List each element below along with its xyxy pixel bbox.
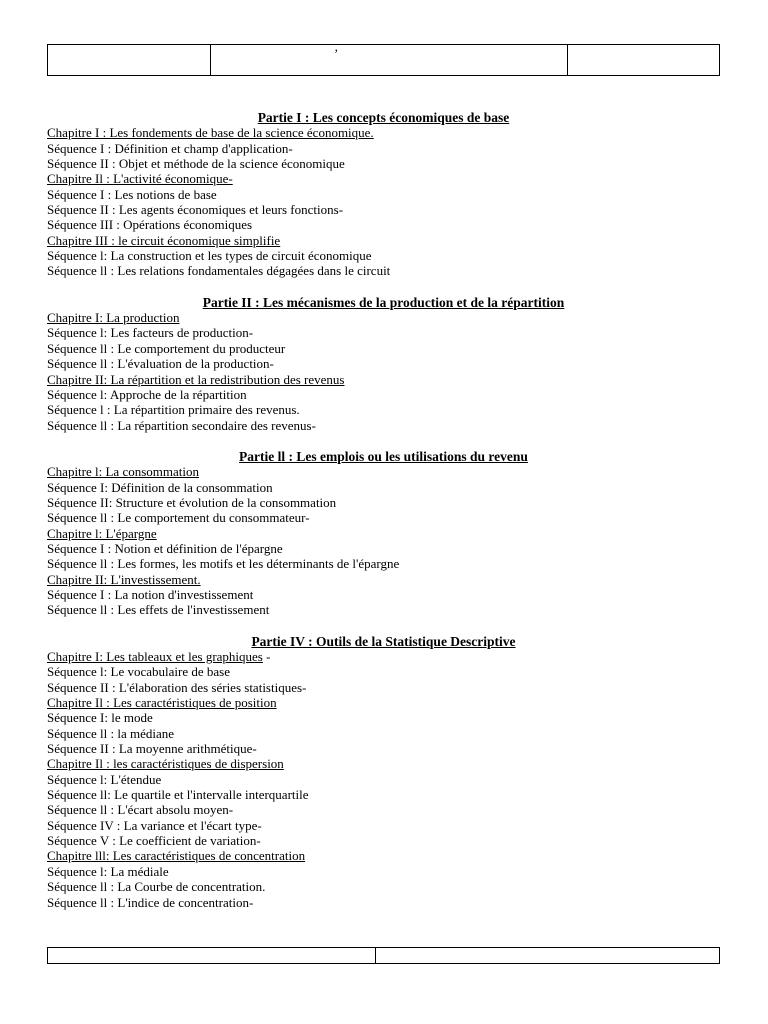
chapter-line	[47, 310, 720, 325]
sequence-line: Séquence II : Les agents économiques et leurs fonctions-	[47, 202, 344, 218]
chapter-line	[47, 848, 720, 863]
sequence-line: Séquence l: Les facteurs de production-	[47, 325, 254, 341]
footer-table	[47, 947, 720, 964]
part-section	[47, 449, 720, 618]
part-title: Partie IV : Outils de la Statistique Descriptive	[251, 633, 516, 649]
sequence-line: Séquence l : La répartition primaire des revenus.	[47, 402, 300, 418]
header-cell-right	[567, 45, 719, 75]
sequence-line: Séquence l: La médiale	[47, 863, 169, 879]
sequence-line: Séquence II : La moyenne arithmétique-	[47, 741, 257, 757]
sequence-line: Séquence I: Définition de la consommation	[47, 479, 273, 495]
sequence-line: Séquence V : Le coefficient de variation-	[47, 833, 261, 849]
part-section	[47, 634, 720, 910]
sequence-line: Séquence ll : Le comportement du consommateur-	[47, 510, 310, 526]
part-title: Partie II : Les mécanismes de la production et de la répartition	[202, 294, 565, 310]
part-section	[47, 295, 720, 433]
chapter-line	[47, 125, 720, 140]
chapter-line	[47, 572, 720, 587]
syllabus-content	[47, 110, 720, 910]
chapter-title: Chapitre Il : L'activité économique-	[47, 171, 233, 187]
sequence-line: Séquence I : La notion d'investissement	[47, 586, 254, 602]
sequence-line: Séquence II : L'élaboration des séries statistiques-	[47, 679, 307, 695]
sequence-line: Séquence ll : L'écart absolu moyen-	[47, 802, 234, 818]
sequence-line: Séquence l: Approche de la répartition	[47, 386, 247, 402]
sequence-line: Séquence ll : Les effets de l'investissement	[47, 602, 270, 618]
header-cell-left	[48, 45, 210, 75]
chapter-line	[47, 756, 720, 771]
chapter-title: Chapitre I : Les fondements de base de la science économique.	[47, 125, 374, 141]
chapter-line	[47, 526, 720, 541]
part-title: Partie ll : Les emplois ou les utilisations du revenu	[239, 448, 528, 464]
sequence-line: Séquence l: Le vocabulaire de base	[47, 664, 230, 680]
chapter-title: Chapitre l: L'épargne	[47, 525, 157, 541]
header-mark: ’	[334, 46, 339, 61]
sequence-line: Séquence ll : Les relations fondamentales dégagées dans le circuit	[47, 263, 391, 279]
sequence-line: Séquence l: L'étendue	[47, 771, 162, 787]
chapter-line	[47, 649, 720, 664]
header-table	[47, 44, 720, 76]
chapter-title: Chapitre Il : Les caractéristiques de position	[47, 695, 277, 711]
sequence-line: Séquence ll: Le quartile et l'intervalle interquartile	[47, 787, 309, 803]
sequence-line: Séquence I : Les notions de base	[47, 186, 217, 202]
chapter-title: Chapitre Il : les caractéristiques de dispersion	[47, 756, 284, 772]
sequence-line: Séquence l: La construction et les types de circuit économique	[47, 248, 372, 264]
sequence-line: Séquence I : Définition et champ d'application-	[47, 140, 293, 156]
header-cell-middle	[210, 45, 567, 75]
sequence-line: Séquence ll : La Courbe de concentration.	[47, 879, 266, 895]
chapter-title: Chapitre I: La production	[47, 310, 180, 326]
chapter-title: Chapitre l: La consommation	[47, 464, 199, 480]
chapter-line	[47, 171, 720, 186]
sequence-line: Séquence I: le mode	[47, 710, 153, 726]
sequence-line: Séquence ll : la médiane	[47, 725, 175, 741]
chapter-line	[47, 464, 720, 479]
chapter-title: Chapitre lll: Les caractéristiques de concentration	[47, 848, 306, 864]
chapter-line	[47, 695, 720, 710]
sequence-line: Séquence III : Opérations économiques	[47, 217, 253, 233]
part-title: Partie I : Les concepts économiques de base	[257, 110, 510, 125]
chapter-title-suffix: -	[262, 649, 271, 664]
part-section	[47, 110, 720, 279]
sequence-line: Séquence II: Structure et évolution de la consommation	[47, 494, 337, 510]
sequence-line: Séquence ll : L'indice de concentration-	[47, 894, 254, 910]
chapter-title: Chapitre II: La répartition et la redistribution des revenus	[47, 371, 345, 387]
chapter-line	[47, 372, 720, 387]
chapter-line	[47, 233, 720, 248]
sequence-line: Séquence ll : L'évaluation de la production-	[47, 356, 274, 372]
chapter-title: Chapitre I: Les tableaux et les graphiques	[47, 649, 263, 664]
chapter-title: Chapitre II: L'investissement.	[47, 571, 201, 587]
footer-cell-left	[48, 948, 375, 963]
sequence-line: Séquence IV : La variance et l'écart type-	[47, 817, 262, 833]
sequence-line: Séquence I : Notion et définition de l'épargne	[47, 540, 283, 556]
sequence-line: Séquence ll : Les formes, les motifs et les déterminants de l'épargne	[47, 556, 400, 572]
footer-cell-right	[375, 948, 719, 963]
sequence-line: Séquence II : Objet et méthode de la science économique	[47, 156, 345, 172]
sequence-line: Séquence ll : Le comportement du producteur	[47, 340, 286, 356]
sequence-line: Séquence ll : La répartition secondaire des revenus-	[47, 417, 316, 433]
chapter-title: Chapitre III : le circuit économique simplifie	[47, 232, 281, 248]
